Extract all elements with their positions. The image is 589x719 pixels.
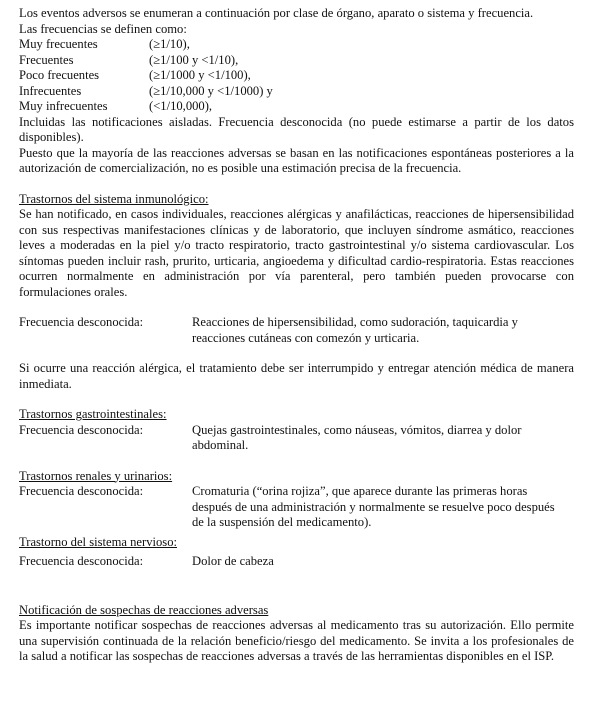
renal-frequency-row <box>19 484 574 531</box>
frequency-label: Frecuencia desconocida: <box>19 422 144 437</box>
gastro-section-heading: Trastornos gastrointestinales: <box>19 407 167 421</box>
isolated-notifications-note: Incluidas las notificaciones aisladas. Frecuencia desconocida (no puede estimarse a partir de los datos disponibles). <box>19 114 574 144</box>
renal-section-heading: Trastornos renales y urinarios: <box>19 468 173 483</box>
gastro-frequency-row <box>19 423 574 454</box>
intro-line: Los eventos adversos se enumeran a continuación por clase de órgano, aparato o sistema y frecuencia. <box>19 6 534 20</box>
frequency-term: Infrecuentes <box>19 83 82 98</box>
frequency-label: Frecuencia desconocida: <box>19 315 144 329</box>
immune-section-body: Se han notificado, en casos individuales, reacciones alérgicas y anafilácticas, reacciones de hipersensibilidad con sus respectivas manifestaciones clínicas y de laboratorio, que incluyen síndrome asmático, reacciones leves a moderadas en la piel y/o tracto respiratorio, tracto gastrointestinal y/o sistema cardiovascular. Los síntomas pueden incluir rash, prurito, urticaria, angioedema y dificultad cardio-respiratoria. Estas reacciones ocurren normalmente en administración por vía parenteral, pero también pueden provocarse con formulaciones orales. <box>19 207 574 299</box>
immune-frequency-row <box>19 315 574 346</box>
frequency-range: (≥1/1000 y <1/100), <box>149 68 251 82</box>
immune-section-heading: Trastornos del sistema inmunológico: <box>19 191 209 206</box>
document-page <box>19 6 574 665</box>
spontaneous-reports-note: Puesto que la mayoría de las reacciones adversas se basan en las notificaciones espontáneas posteriores a la autorización de comercialización, no es posible una estimación precisa de la frecuencia. <box>19 145 574 175</box>
frequency-label: Frecuencia desconocida: <box>19 554 144 568</box>
frequency-label: Frecuencia desconocida: <box>19 484 144 498</box>
frequency-value: Reacciones de hipersensibilidad, como sudoración, taquicardia y reacciones cutáneas con comezón y urticaria. <box>192 315 518 345</box>
frequency-value: Cromaturia (“orina rojiza”, que aparece durante las primeras horas después de una administración y normalmente se resuelve poco después de la suspensión del medicamento). <box>192 484 555 529</box>
reporting-section-heading: Notificación de sospechas de reacciones adversas <box>19 602 269 617</box>
allergy-note: Si ocurre una reacción alérgica, el tratamiento debe ser interrumpido y entregar atención médica de manera inmediata. <box>19 361 574 391</box>
frequency-definitions-table <box>19 37 574 115</box>
frequency-term: Poco frecuentes <box>19 68 100 82</box>
frequency-range: (≥1/10), <box>149 37 190 51</box>
frequency-value: Quejas gastrointestinales, como náuseas, vómitos, diarrea y dolor abdominal. <box>192 422 522 452</box>
frequency-term: Frecuentes <box>19 52 74 67</box>
frequency-range: (≥1/100 y <1/10), <box>149 52 239 67</box>
frequency-value: Dolor de cabeza <box>192 554 274 568</box>
frequency-range: (<1/10,000), <box>149 99 213 113</box>
nervous-frequency-row <box>19 554 574 570</box>
reporting-section-body: Es importante notificar sospechas de reacciones adversas al medicamento tras su autorización. Ello permite una supervisión continuada de la relación beneficio/riesgo del medicamento. Se invita a los profesionales de la salud a notificar las sospechas de reacciones adversas a través de las herramientas disponibles en el ISP. <box>19 618 574 663</box>
nervous-section-heading: Trastorno del sistema nervioso: <box>19 534 177 549</box>
frequency-range: (≥1/10,000 y <1/1000) y <box>149 83 273 98</box>
frequency-definition-label: Las frecuencias se definen como: <box>19 21 187 36</box>
frequency-term: Muy infrecuentes <box>19 99 108 113</box>
frequency-term: Muy frecuentes <box>19 37 98 51</box>
